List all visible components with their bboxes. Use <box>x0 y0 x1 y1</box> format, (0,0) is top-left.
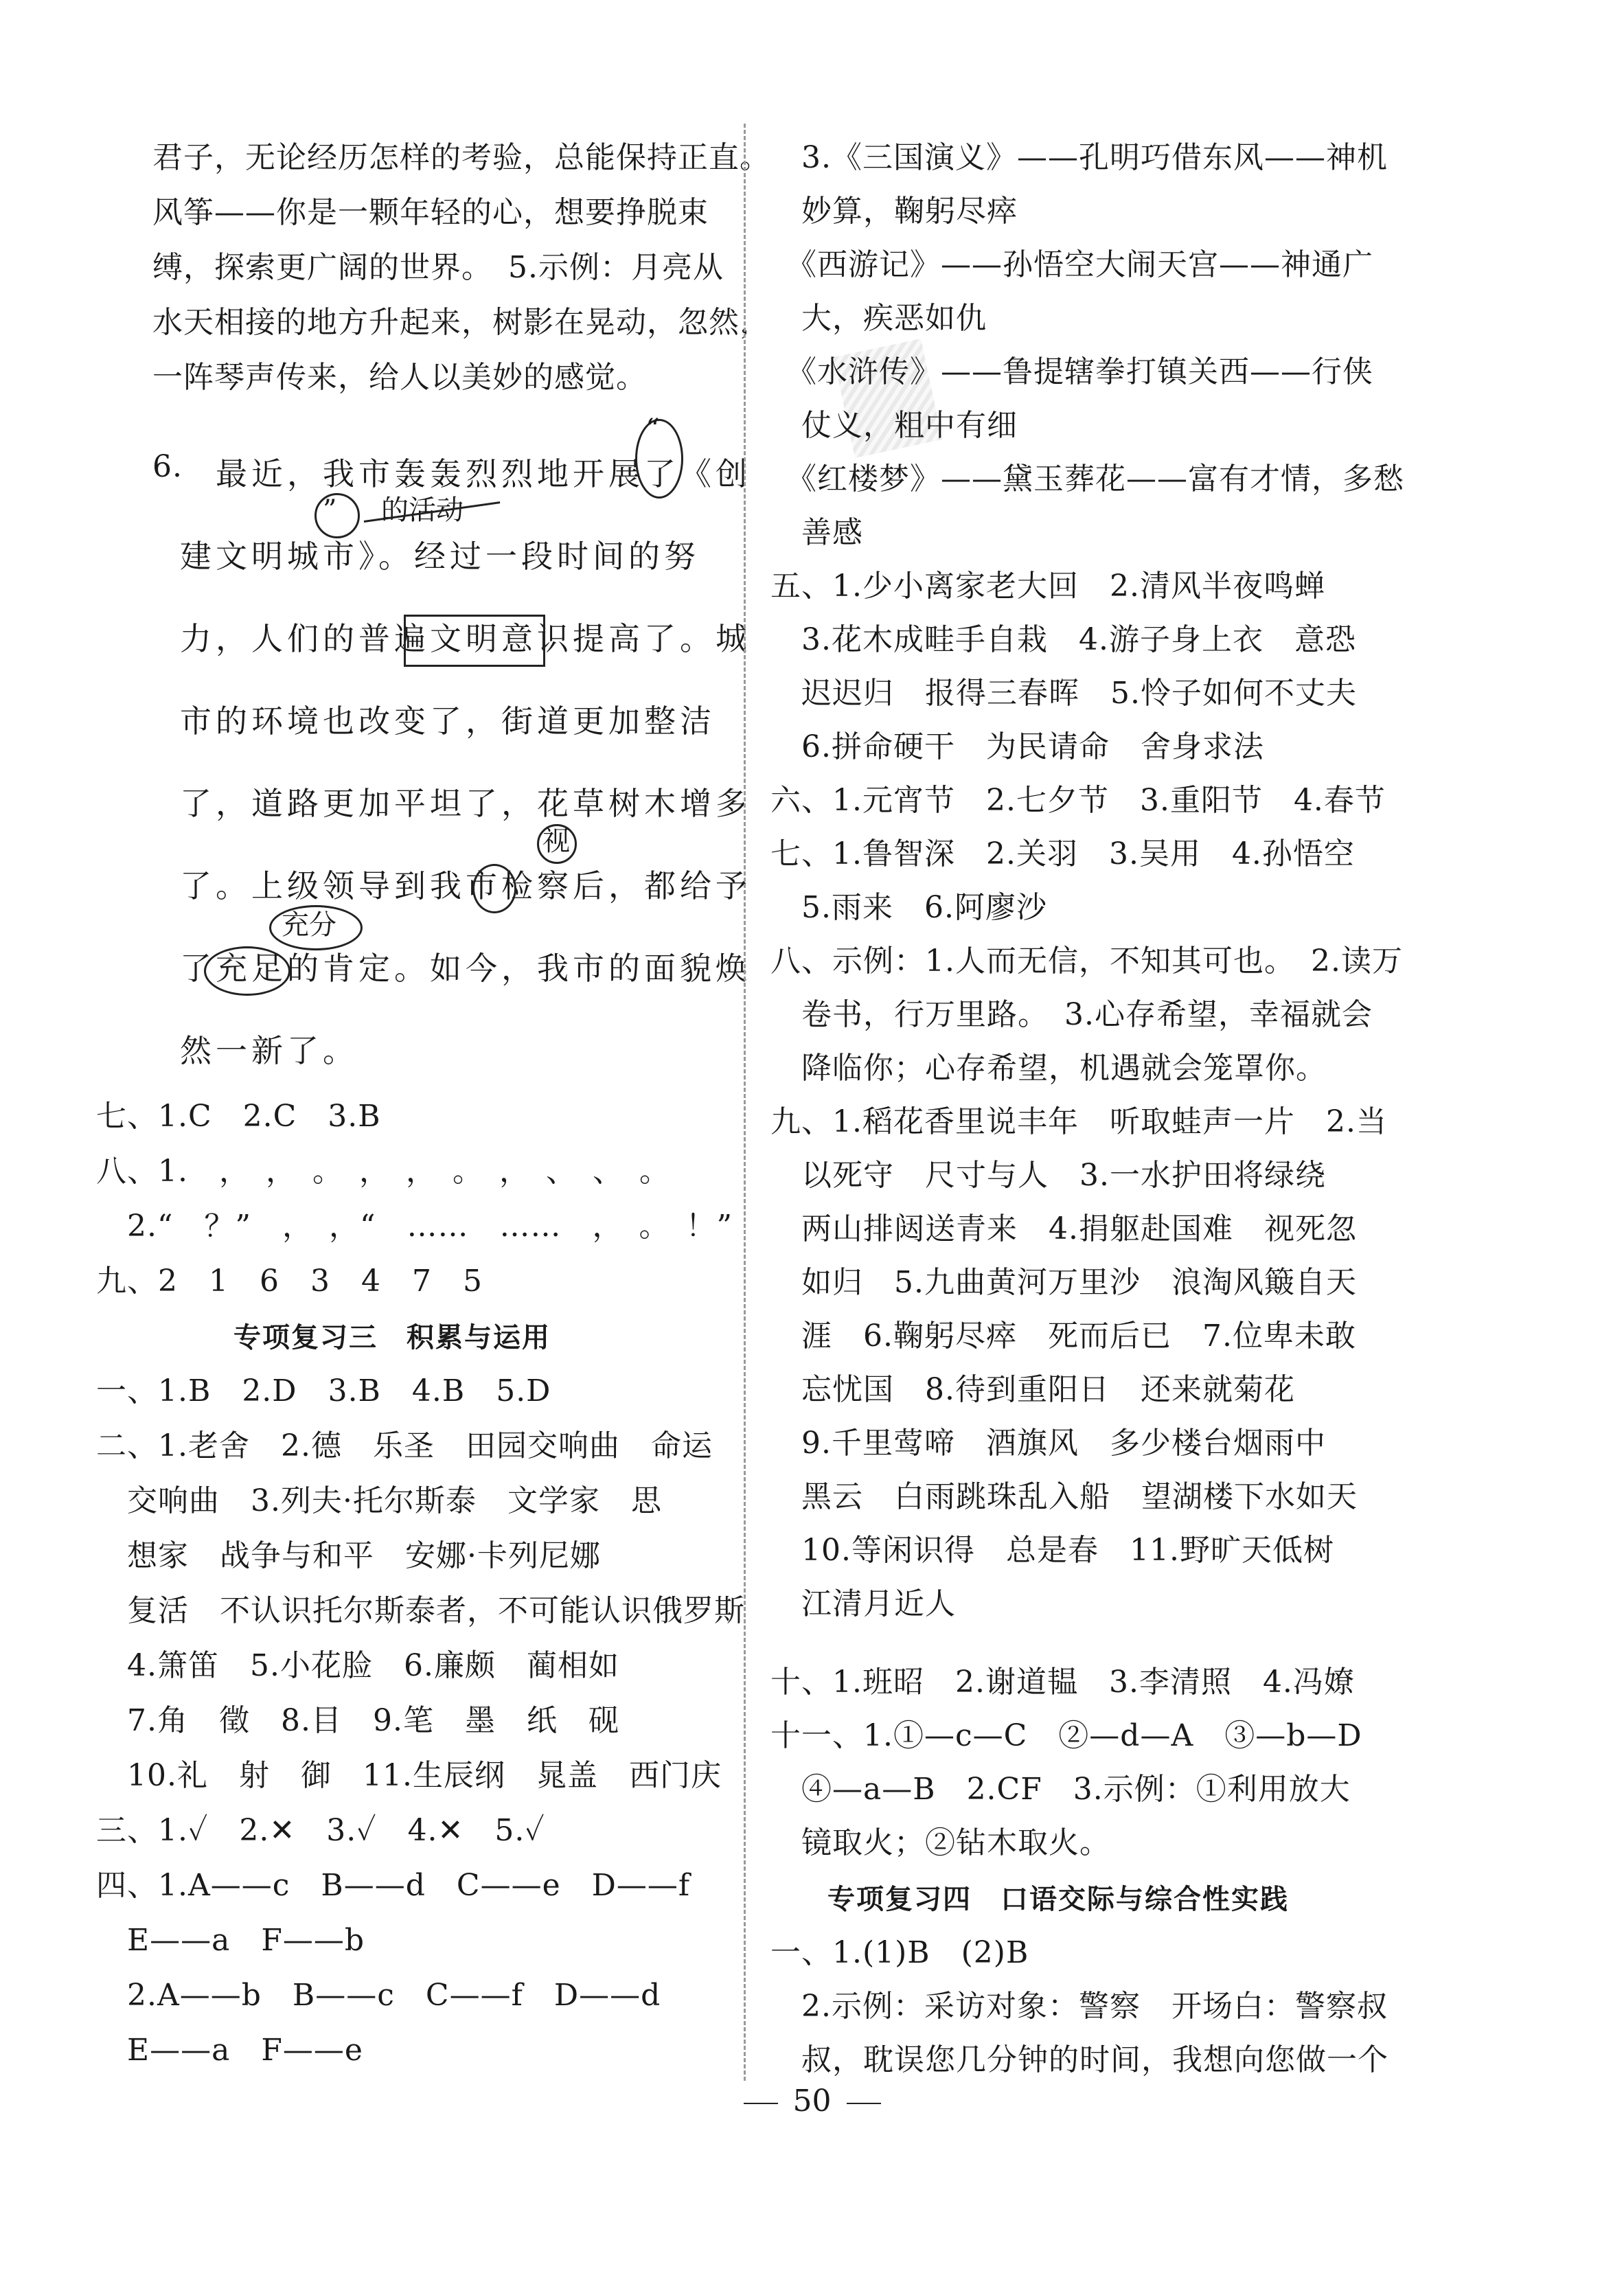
passage-line: 了。上级领导到我市检察后，都给予 <box>180 867 751 904</box>
replace-full-note: 充分 <box>282 909 336 941</box>
answer-line: 忘忧国 8.待到重阳日 还来就菊花 <box>770 1372 1295 1407</box>
passage-line: 力，人们的普遍文明意识提高了。城 <box>180 620 751 657</box>
answer-line: 黑云 白雨跳珠乱入船 望湖楼下水如天 <box>770 1479 1358 1514</box>
column-divider <box>744 124 746 2081</box>
answer-line: 7.角 徵 8.目 9.笔 墨 纸 砚 <box>96 1703 619 1738</box>
page-number: 50 <box>792 2084 832 2119</box>
answer-line: 6. <box>152 449 183 484</box>
answer-line: 涯 6.鞠躬尽瘁 死而后已 7.位卑未敢 <box>770 1319 1356 1354</box>
answer-line: 七、1.鲁智深 2.关羽 3.吴用 4.孙悟空 <box>770 836 1355 871</box>
answer-line: 卷书，行万里路。 3.心存希望，幸福就会 <box>770 997 1373 1032</box>
answer-line: 五、1.少小离家老大回 2.清风半夜鸣蝉 <box>770 569 1325 604</box>
answer-line: 三、1.✓ 2.✕ 3.✓ 4.✕ 5.✓ <box>96 1813 545 1848</box>
swap-box <box>404 615 545 667</box>
answer-line: 复活 不认识托尔斯泰者，不可能认识俄罗斯 <box>96 1593 745 1628</box>
answer-line: 妙算，鞠躬尽瘁 <box>770 194 1018 229</box>
answer-line: 10.礼 射 御 11.生辰纲 晁盖 西门庆 <box>96 1758 722 1793</box>
answer-line: 镜取火；②钻木取火。 <box>770 1825 1110 1860</box>
answer-line: 一阵琴声传来，给人以美妙的感觉。 <box>152 360 647 395</box>
answer-line: E——a F——b <box>96 1923 365 1958</box>
answer-line: 君子，无论经历怎样的考验，总能保持正直。 <box>152 140 770 175</box>
answer-line: 八、1. ， ， 。 ， ， 。 ， 、 、 。 <box>96 1154 670 1189</box>
answer-line: 4.箫笛 5.小花脸 6.廉颇 蔺相如 <box>96 1648 619 1683</box>
answer-line: 八、示例：1.人而无信，不知其可也。 2.读万 <box>770 944 1403 979</box>
answer-line: 想家 战争与和平 安娜·卡列尼娜 <box>96 1538 601 1573</box>
insert-activity-note: 的活动 <box>381 494 464 526</box>
answer-line: 十、1.班昭 2.谢道韫 3.李清照 4.冯嫽 <box>770 1665 1355 1700</box>
answer-line: 10.等闲识得 总是春 11.野旷天低树 <box>770 1533 1334 1568</box>
passage-line: 然一新了。 <box>180 1032 358 1069</box>
answer-line: 一、1.B 2.D 3.B 4.B 5.D <box>96 1373 551 1408</box>
answer-line: 善感 <box>770 515 863 550</box>
insert-quote-mark <box>314 493 360 538</box>
answer-line: 十一、1.①—c—C ②—d—A ③—b—D <box>770 1718 1362 1753</box>
answer-line: 9.千里莺啼 酒旗风 多少楼台烟雨中 <box>770 1426 1326 1461</box>
answer-line: 迟迟归 报得三春晖 5.怜子如何不丈夫 <box>770 676 1357 711</box>
footer-dash <box>744 2103 778 2104</box>
passage-line: 建文明城市》。经过一段时间的努 <box>180 538 700 575</box>
quote-close-note: ” <box>323 494 337 526</box>
answer-line: 两山排闼送青来 4.捐躯赴国难 视死忽 <box>770 1211 1357 1246</box>
answer-line: 降临你；心存希望，机遇就会笼罩你。 <box>770 1051 1327 1086</box>
answer-line: 如归 5.九曲黄河万里沙 浪淘风簸自天 <box>770 1265 1357 1300</box>
answer-line: 一、1.(1)B (2)B <box>770 1935 1029 1970</box>
answer-line: 九、1.稻花香里说丰年 听取蛙声一片 2.当 <box>770 1104 1387 1139</box>
page-footer <box>0 2081 1624 2122</box>
passage-line: 市的环境也改变了，街道更加整洁 <box>180 703 716 740</box>
answer-line: 3.《三国演义》——孔明巧借东风——神机 <box>770 140 1388 175</box>
answer-line: 七、1.C 2.C 3.B <box>96 1099 381 1134</box>
answer-line: 《红楼梦》——黛玉葬花——富有才情，多愁 <box>770 461 1404 497</box>
answer-line: ④—a—B 2.CF 3.示例：①利用放大 <box>770 1772 1351 1807</box>
answer-line: 6.拼命硬干 为民请命 舍身求法 <box>770 729 1264 764</box>
passage-line: 最近，我市轰轰烈烈地开展了《创 <box>180 455 751 492</box>
footer-dash <box>847 2103 881 2104</box>
answer-line: 四、1.A——c B——d C——e D——f <box>96 1868 691 1903</box>
replace-mark <box>204 946 290 996</box>
section-heading: 专项复习三 积累与运用 <box>233 1322 551 1354</box>
answer-line: 风筝——你是一颗年轻的心，想要挣脱束 <box>152 195 709 230</box>
answer-line: 叔，耽误您几分钟的时间，我想向您做一个 <box>770 2042 1388 2077</box>
answer-line: 大，疾恶如仇 <box>770 301 987 336</box>
answer-line: 江清月近人 <box>770 1586 956 1621</box>
answer-line: 2.“ ？” ， ，“ …… …… ， 。 ！” <box>96 1209 733 1244</box>
answer-line: 5.雨来 6.阿廖沙 <box>770 890 1047 925</box>
passage-line: 了充足的肯定。如今，我市的面貌焕 <box>180 950 751 987</box>
replace-inspect-note: 视 <box>542 825 570 857</box>
answer-line: 2.A——b B——c C——f D——d <box>96 1978 661 2013</box>
answer-line: 仗义，粗中有细 <box>770 408 1018 443</box>
replace-mark <box>472 864 516 913</box>
answer-line: 2.示例：采访对象：警察 开场白：警察叔 <box>770 1989 1388 2024</box>
section-heading: 专项复习四 口语交际与综合性实践 <box>827 1884 1289 1915</box>
answer-line: 《水浒传》——鲁提辖拳打镇关西——行侠 <box>770 354 1373 389</box>
answer-line: 《西游记》——孙悟空大闹天宫——神通广 <box>770 247 1373 282</box>
answer-line: 水天相接的地方升起来，树影在晃动，忽然， <box>152 305 770 340</box>
answer-line: 3.花木成畦手自栽 4.游子身上衣 意恐 <box>770 622 1356 657</box>
answer-line: 缚，探索更广阔的世界。 5.示例：月亮从 <box>152 250 724 285</box>
answer-line: 六、1.元宵节 2.七夕节 3.重阳节 4.春节 <box>770 783 1386 818</box>
passage-line: 了，道路更加平坦了，花草树木增多 <box>180 785 751 822</box>
answer-line: 以死守 尺寸与人 3.一水护田将绿绕 <box>770 1158 1326 1193</box>
answer-line: E——a F——e <box>96 2033 363 2068</box>
answer-line: 九、2 1 6 3 4 7 5 <box>96 1264 483 1299</box>
quote-open-note: “ <box>645 413 660 445</box>
answer-line: 交响曲 3.列夫·托尔斯泰 文学家 思 <box>96 1483 662 1518</box>
answer-line: 二、1.老舍 2.德 乐圣 田园交响曲 命运 <box>96 1428 713 1463</box>
